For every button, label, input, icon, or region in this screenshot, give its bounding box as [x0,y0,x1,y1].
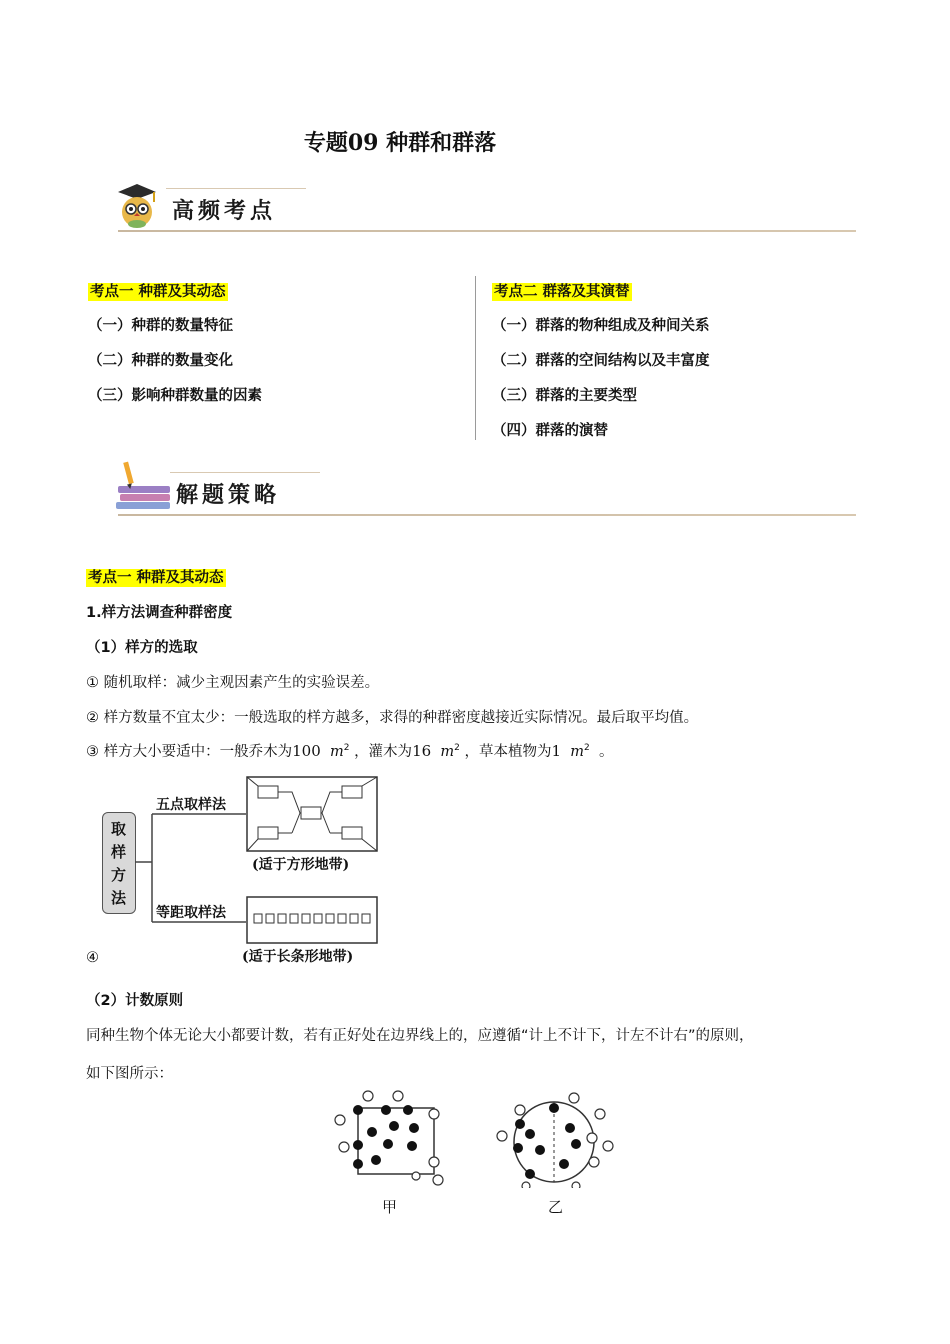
owl-icon [112,180,162,230]
figure-label-yi: 乙 [548,1198,564,1216]
diagram-root-char: 方 [111,866,127,884]
books-pencil-icon [114,460,174,512]
diagram-root-char: 样 [111,843,127,861]
text-line-4: ④ [86,950,99,966]
subheading-quadrat: 1.样方法调查种群密度 [86,605,233,621]
kaodian-left [88,280,458,405]
diagram-branch2-label: 等距取样法 [156,905,226,921]
kaodian2-heading: 考点二 群落及其演替 [494,284,630,300]
sampling-diagram [100,774,390,970]
paragraph-line-1: 同种生物个体无论大小都要计数，若有正好处在边界线上的，应遵循“计上不计下，计左不计右”的原则， [86,1028,754,1044]
kaodian2-item: （二）群落的空间结构以及丰富度 [492,353,710,369]
subheading-counting: （2）计数原则 [86,993,184,1009]
banner-underline [118,514,856,516]
kaodian1-item: （一）种群的数量特征 [88,318,233,334]
kaodian2-item: （三）群落的主要类型 [492,388,637,404]
paragraph-line-2: 如下图所示： [86,1066,173,1082]
equidistant-sampling-figure [246,896,378,944]
kaodian2-item: （一）群落的物种组成及种间关系 [492,318,710,334]
text-line-1: ① 随机取样：减少主观因素产生的实验误差。 [86,675,380,691]
banner-underline [118,230,856,232]
kaodian1-item: （二）种群的数量变化 [88,353,233,369]
counting-figure [330,1088,620,1188]
diagram-branch1-label: 五点取样法 [156,797,226,813]
diagram-branch1-note: (适于方形地带) [252,857,350,873]
banner-topline [170,472,320,473]
figure-label-jia: 甲 [382,1198,398,1216]
value-herb: 1 [551,742,562,760]
text-line-3: ③ 样方大小要适中：一般乔木为100 $m^2$ ，灌木为16 $m^2$ ，草本植物为1 $m^2$ 。 [86,742,614,760]
page-title: 专题09 种群和群落 [303,130,497,156]
value-shrub: 16 [412,742,432,760]
kaodian-right [492,280,892,440]
section-heading: 考点一 种群及其动态 [88,570,224,586]
diagram-root-char: 法 [111,889,127,907]
kaodian1-item: （三）影响种群数量的因素 [88,388,262,404]
banner-high-frequency [108,178,858,240]
banner-topline [166,188,306,189]
five-point-sampling-figure [246,776,378,852]
text-line-2: ② 样方数量不宜太少：一般选取的样方越多，求得的种群密度越接近实际情况。最后取平均值。 [86,710,699,726]
subheading-selection: （1）样方的选取 [86,640,198,656]
kaodian2-item: （四）群落的演替 [492,423,608,439]
banner-title-high-frequency: 高频考点 [172,198,277,224]
kaodian1-heading: 考点一 种群及其动态 [90,284,226,300]
diagram-root-char: 取 [111,820,127,838]
value-tree: 100 [292,742,321,760]
banner-strategy [108,458,858,522]
banner-title-strategy: 解题策略 [176,482,281,508]
diagram-branch2-note: (适于长条形地带) [242,949,354,965]
column-divider [475,276,476,440]
